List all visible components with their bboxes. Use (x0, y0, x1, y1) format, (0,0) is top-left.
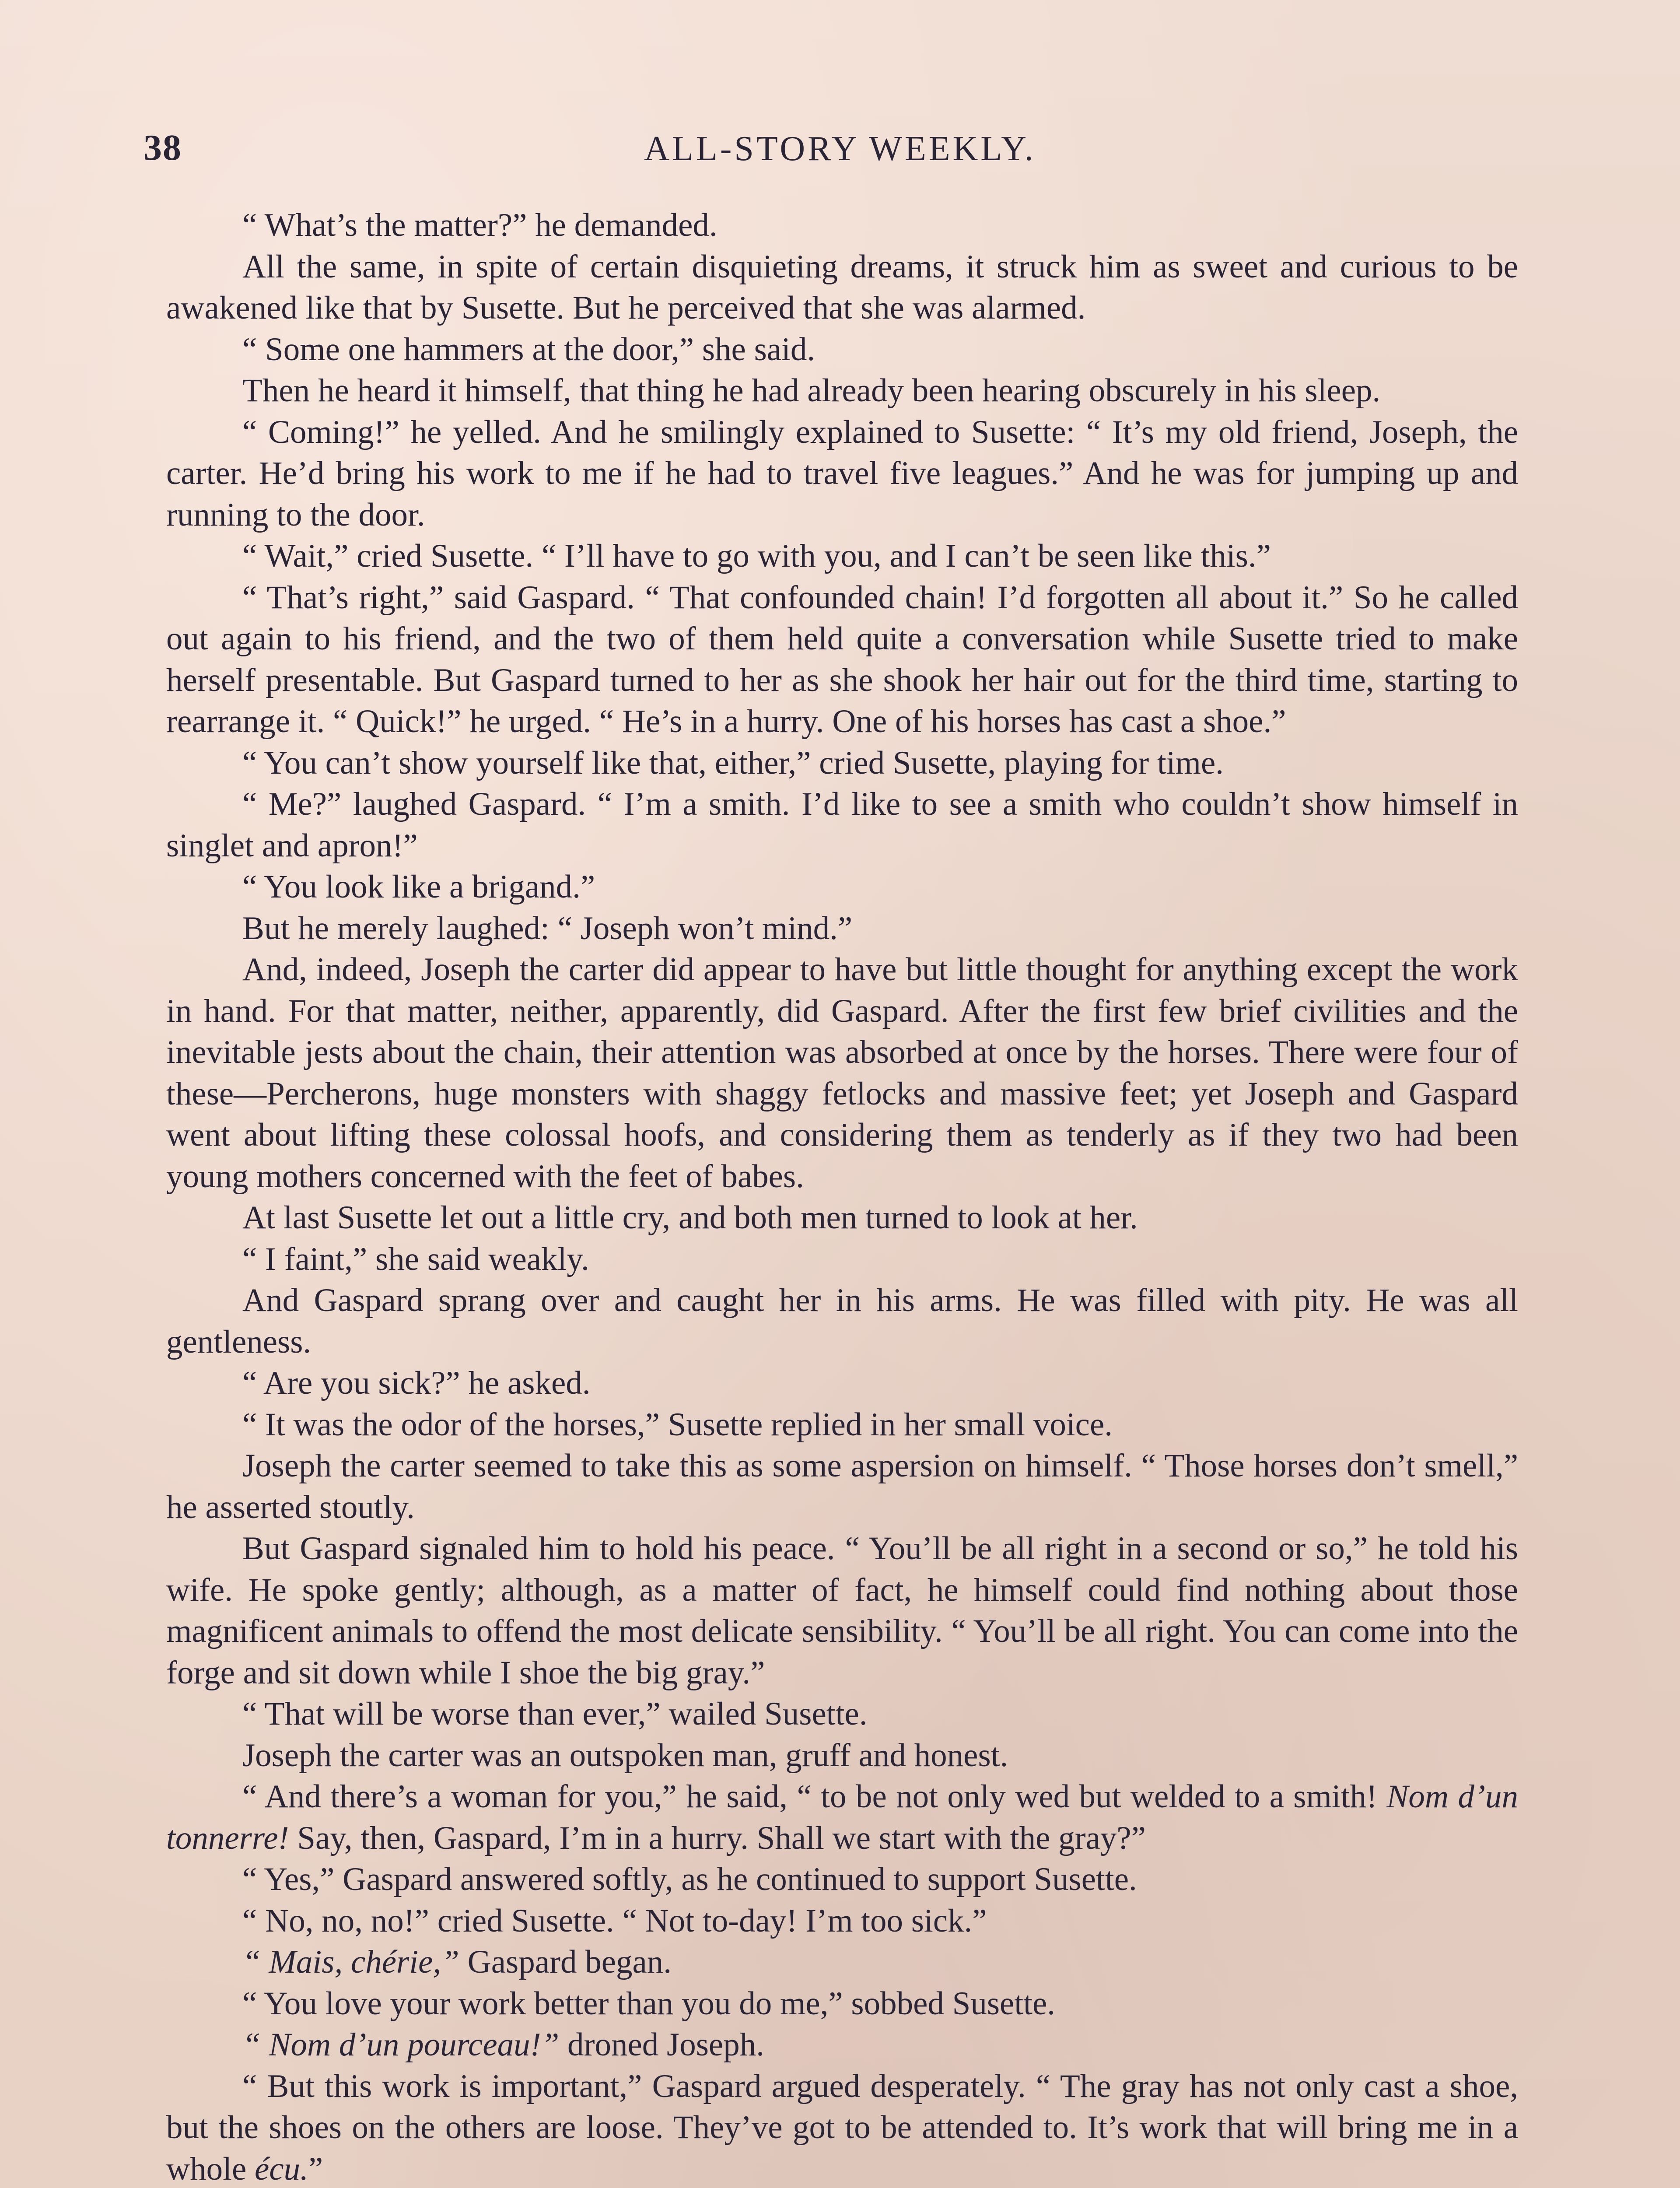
paragraph: “ That’s right,” said Gaspard. “ That confounded chain! I’d forgotten all about it.” So he called out again to his friend, and the two of them held quite a conversation while Susette tried to make herself presentable. But Gaspard turned to her as she shook her hair out for the third time, starting to rearrange it. “ Quick!” he urged. “ He’s in a hurry. One of his horses has cast a shoe.” (166, 579, 1518, 740)
paragraph: “ I faint,” she said weakly. (242, 1241, 589, 1277)
italic-phrase: “ Mais, chérie,” (242, 1944, 459, 1980)
paragraph (166, 1942, 1518, 1983)
italic-phrase: écu. (255, 2150, 308, 2187)
paragraph-text: Say, then, Gaspard, I’m in a hurry. Shall we start with the gray?” (289, 1820, 1146, 1856)
paragraph: “ What’s the matter?” he demanded. (242, 207, 718, 243)
paragraph: “ No, no, no!” cried Susette. “ Not to-day! I’m too sick.” (242, 1902, 987, 1939)
paragraph-text: droned Joseph. (559, 2027, 764, 2063)
paragraph (166, 1776, 1518, 1859)
paragraph: “ It was the odor of the horses,” Susette replied in her small voice. (242, 1406, 1113, 1443)
paragraph: “ You can’t show yourself like that, either,” cried Susette, playing for time. (242, 744, 1224, 781)
paragraph-text: ” (308, 2150, 323, 2187)
paragraph: “ Some one hammers at the door,” she said. (242, 331, 816, 368)
paragraph: “ Coming!” he yelled. And he smilingly explained to Susette: “ It’s my old friend, Joseph, the carter. He’d bring his work to me if he had to travel five leagues.” And he was for jumping up and running to the door. (166, 414, 1518, 533)
paragraph: “ You love your work better than you do me,” sobbed Susette. (242, 1985, 1056, 2022)
paragraph: All the same, in spite of certain disquieting dreams, it struck him as sweet and curious to be awakened like that by Susette. But he perceived that she was alarmed. (166, 248, 1518, 326)
italic-phrase: “ Nom d’un pourceau!” (242, 2027, 560, 2063)
paragraph: “ Yes,” Gaspard answered softly, as he continued to support Susette. (242, 1861, 1137, 1897)
paragraph: But Gaspard signaled him to hold his peace. “ You’ll be all right in a second or so,” he told his wife. He spoke gently; although, as a matter of fact, he himself could find nothing about those magnificent animals to offend the most delicate sensibility. “ You’ll be all right. You can come into the forge and sit down while I shoe the big gray.” (166, 1530, 1518, 1691)
paragraph: “ That will be worse than ever,” wailed Susette. (242, 1696, 868, 1732)
paragraph: Joseph the carter was an outspoken man, gruff and honest. (242, 1737, 1008, 1774)
paragraph: “ Are you sick?” he asked. (242, 1365, 591, 1401)
paragraph: But he merely laughed: “ Joseph won’t mind.” (242, 910, 853, 947)
paragraph: At last Susette let out a little cry, and both men turned to look at her. (242, 1199, 1138, 1236)
story-text (166, 205, 1518, 2188)
italic-phrase: Nom d’un tonnerre! (166, 1778, 1518, 1856)
paragraph: And Gaspard sprang over and caught her in his arms. He was filled with pity. He was all gentleness. (166, 1282, 1518, 1360)
paragraph: “ You look like a brigand.” (242, 869, 595, 905)
paragraph (166, 2024, 1518, 2066)
paragraph: Then he heard it himself, that thing he had already been hearing obscurely in his sleep. (242, 372, 1381, 409)
paragraph (166, 2066, 1518, 2188)
paragraph: And, indeed, Joseph the carter did appear to have but little thought for anything except the work in hand. For that matter, neither, apparently, did Gaspard. After the first few brief civilities and the inevitable jests about the chain, their attention was absorbed at once by the horses. There were four of these—Percherons, huge monsters with shaggy fetlocks and massive feet; yet Joseph and Gaspard went about lifting these colossal hoofs, and considering them as tenderly as if they two had been young mothers concerned with the feet of babes. (166, 951, 1518, 1195)
paragraph-text: Gaspard began. (459, 1944, 672, 1980)
running-head: ALL-STORY WEEKLY. (644, 130, 1036, 168)
paragraph: “ Me?” laughed Gaspard. “ I’m a smith. I’d like to see a smith who couldn’t show himself in singlet and apron!” (166, 786, 1518, 864)
paragraph: Joseph the carter seemed to take this as some aspersion on himself. “ Those horses don’t smell,” he asserted stoutly. (166, 1448, 1518, 1525)
paragraph: “ Wait,” cried Susette. “ I’ll have to go with you, and I can’t be seen like this.” (242, 538, 1271, 574)
paragraph-text: “ And there’s a woman for you,” he said, “ to be not only wed but welded to a smith! (242, 1778, 1387, 1815)
paragraph-text: “ But this work is important,” Gaspard argued desperately. “ The gray has not only cast a shoe, but the shoes on the others are loose. They’ve got to be attended to. It’s work that will bring me in a whole (166, 2068, 1518, 2187)
page-number: 38 (144, 127, 182, 168)
